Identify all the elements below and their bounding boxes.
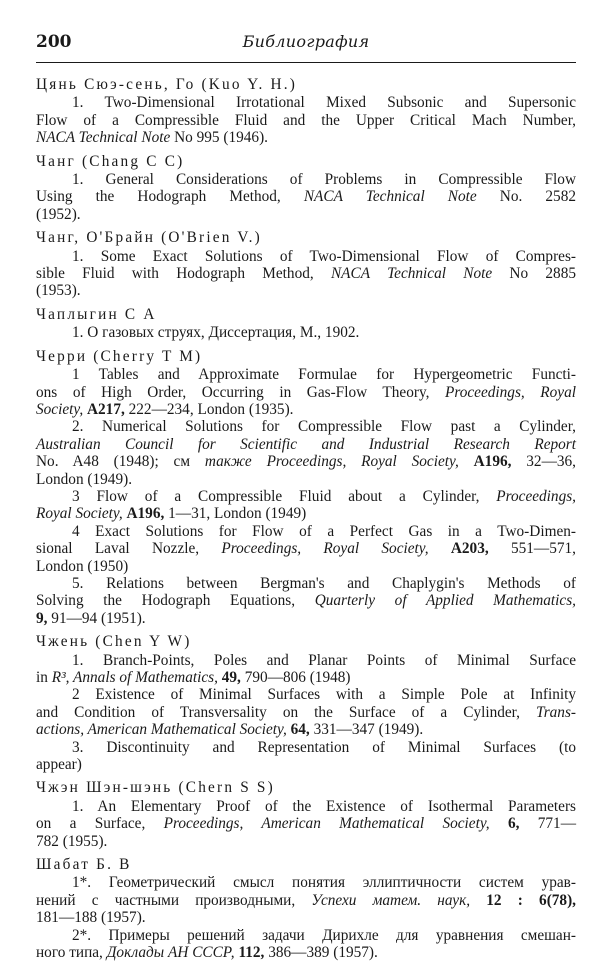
bold-text: A217, [86,400,125,418]
italic-text: NACA Technical Note [303,188,477,206]
entry-author: Цянь Сюэ-сень, Го (Kuo Y. H.) [36,76,298,93]
bibliography-entry [36,229,576,300]
work-line [36,471,576,488]
text-run: Solving the Hodograph Equations, [36,592,315,610]
work-line [36,248,576,265]
work-line [36,523,576,540]
work-line [36,453,576,470]
text-run: 222—234, London (1935). [124,400,294,418]
bibliography-entry [36,856,576,961]
italic-text: NACA Technical Note [36,129,171,147]
bibliography-entry [36,633,576,773]
page-header [36,32,576,58]
text-run: ного типа, [36,944,107,962]
text-run: in [36,669,52,686]
text-run: 782 (1955). [36,832,108,850]
work-line [36,669,576,686]
work-line [36,505,576,522]
text-run: 386—389 (1957). [264,944,378,962]
work-line [36,575,576,592]
text-run: 1. О газовых струях, Диссертация, М., 1902. [72,324,360,342]
entry-work [36,874,576,926]
header-rule [36,62,576,63]
entry-work [36,324,576,341]
entry-author: Чжэн Шэн-шэнь (Chern S S) [36,779,275,797]
text-run: 2. Numerical Solutions for Compressible Flow past a Cylinder, [72,418,576,436]
bold-text: 49, [221,669,241,686]
text-run: 771— [519,815,576,833]
text-run: 4 Exact Solutions for Flow of a Perfect Gas in a Two-Dimen- [72,522,576,540]
entry-author: Чанг, О'Брайн (O'Brien V.) [36,229,262,247]
italic-text: Trans- [536,703,576,721]
running-title: Библиография [242,32,370,51]
text-run: (1953). [36,282,81,300]
text-run [459,453,474,470]
work-line [36,129,576,146]
work-line [36,401,576,418]
text-run: 551—571, [488,540,576,558]
bold-text: A196, [473,453,512,471]
work-line [36,282,576,299]
italic-text: Доклады АН СССР, [106,944,235,962]
italic-text: Society, [36,400,84,418]
work-line [36,112,576,129]
entry-work [36,94,576,146]
entry-work [36,488,576,523]
work-line [36,874,576,891]
text-run: 1. Branch-Points, Poles and Planar Points of Minimal Surface [72,651,576,669]
text-run: and Condition of Transversality on the Surface of a Cylinder, [36,703,537,721]
entry-work [36,418,576,488]
page-number: 200 [36,32,72,52]
text-run [490,815,508,832]
italic-text: NACA Technical Note [330,265,493,283]
entry-work [36,739,576,774]
work-line [36,909,576,926]
work-line [36,686,576,703]
text-run: нений с частными производными, [36,891,312,909]
entry-work [36,686,576,738]
work-line [36,94,576,111]
italic-text: Успехи матем. наук, [311,891,471,909]
italic-text: Royal Society, [36,505,123,523]
text-run: No. A48 (1948); см [36,453,205,471]
italic-text: Australian Council for Scientific and Industrial Research Report [36,435,576,453]
italic-text: Quarterly of Applied Mathematics, [314,592,577,610]
entry-work [36,575,576,627]
text-run: 5. Relations between Bergman's and Chaplygin's Methods of [72,574,576,592]
text-run: Using the Hodograph Method, [36,188,304,206]
entry-work [36,798,576,850]
text-run: London (1949). [36,470,133,488]
entry-work [36,248,576,300]
text-run: 181—188 (1957). [36,909,146,927]
bibliography-entry [36,306,576,342]
work-line [36,418,576,435]
text-run: 1. Some Exact Solutions of Two-Dimensional Flow of Compres- [72,247,576,265]
work-line [36,927,576,944]
work-line [36,488,576,505]
text-run: 32—36, [511,453,577,471]
italic-text: Proceedings, [496,487,576,505]
text-run: 1. An Elementary Proof of the Existence of Isothermal Parameters [72,797,576,815]
italic-text: Proceedings, Royal [445,383,576,401]
bibliography-entry [36,779,576,850]
bibliography-entry [36,153,576,224]
entry-work [36,523,576,575]
text-run: 3. Discontinuity and Representation of Minimal Surfaces (to [72,738,576,756]
entry-author: Чаплыгин С А [36,305,157,323]
text-run: sional Laval Nozzle, [36,540,222,558]
text-run: on a Surface, [36,815,164,833]
work-line [36,558,576,575]
work-line [36,892,576,909]
entry-work [36,366,576,418]
work-line [36,188,576,205]
work-line [36,592,576,609]
text-run: London (1950) [36,557,129,575]
work-line [36,756,576,773]
work-line [36,366,576,383]
bold-text: 64, [290,721,310,739]
text-run: 3 Flow of a Compressible Fluid about a Cylinder, [72,487,497,505]
text-run: (1952). [36,205,81,223]
bibliography-list [36,76,576,968]
bold-text: A196, [126,505,165,523]
bold-text: 112, [238,944,265,962]
work-line [36,815,576,832]
work-line [36,833,576,850]
work-line [36,265,576,282]
italic-text: R³, Annals of Mathematics, [51,669,218,686]
work-line [36,704,576,721]
italic-text: Proceedings, Royal Society, [266,453,459,471]
work-line [36,610,576,627]
text-run: Flow of a Compressible Fluid and the Upper Critical Mach Number, [36,111,576,129]
bold-text: 6, [507,815,520,833]
work-line [36,944,576,961]
work-line [36,798,576,815]
work-line [36,324,576,341]
bibliography-entry [36,76,576,147]
text-run [429,540,451,557]
text-run [470,892,486,909]
work-line [36,540,576,557]
bold-text: A203, [450,540,489,558]
bold-text: 12 : 6(78), [486,891,577,909]
entry-work [36,652,576,687]
work-line [36,171,576,188]
text-run: ons of High Order, Occurring in Gas-Flow Theory, [36,383,446,401]
text-run [252,453,267,470]
entry-author: Черри (Cherry T M) [36,347,203,365]
text-run: 2 Existence of Minimal Surfaces with a Simple Pole at Infinity [72,686,576,704]
work-line [36,652,576,669]
text-run: 1*. Геометрический смысл понятия эллиптичности систем урав- [72,874,576,892]
work-line [36,721,576,738]
entry-work [36,171,576,223]
work-line [36,739,576,756]
italic-text: actions, American Mathematical Society, [36,721,287,739]
italic-text: Proceedings, Royal Society, [221,540,429,558]
entry-work [36,927,576,962]
work-line [36,384,576,401]
italic-text: Proceedings, American Mathematical Society, [163,815,490,833]
text-run: 91—94 (1951). [47,609,146,627]
text-run: No 2885 [492,265,576,283]
text-run: 1—31, London (1949) [164,505,307,523]
text-run: No. 2582 [476,188,576,206]
italic-text: также [204,453,252,471]
entry-author: Чжень (Chen Y W) [36,633,192,651]
text-run: sible Fluid with Hodograph Method, [36,265,331,283]
text-run: 1 Tables and Approximate Formulae for Hypergeometric Functi- [72,366,576,384]
work-line [36,436,576,453]
text-run: 790—806 (1948) [240,669,351,686]
entry-author: Шабат Б. В [36,856,132,874]
entry-author: Чанг (Chang C C) [36,152,185,170]
text-run: 1. Two-Dimensional Irrotational Mixed Subsonic and Supersonic [72,94,576,112]
text-run: 331—347 (1949). [309,721,424,739]
text-run: No 995 (1946). [170,129,269,147]
text-run: appear) [36,756,82,774]
bibliography-entry [36,348,576,628]
work-line [36,206,576,223]
text-run: 1. General Considerations of Problems in Compressible Flow [72,171,576,189]
bold-text: 9, [36,609,48,627]
text-run: 2*. Примеры решений задачи Дирихле для уравнения смешан- [72,926,576,944]
